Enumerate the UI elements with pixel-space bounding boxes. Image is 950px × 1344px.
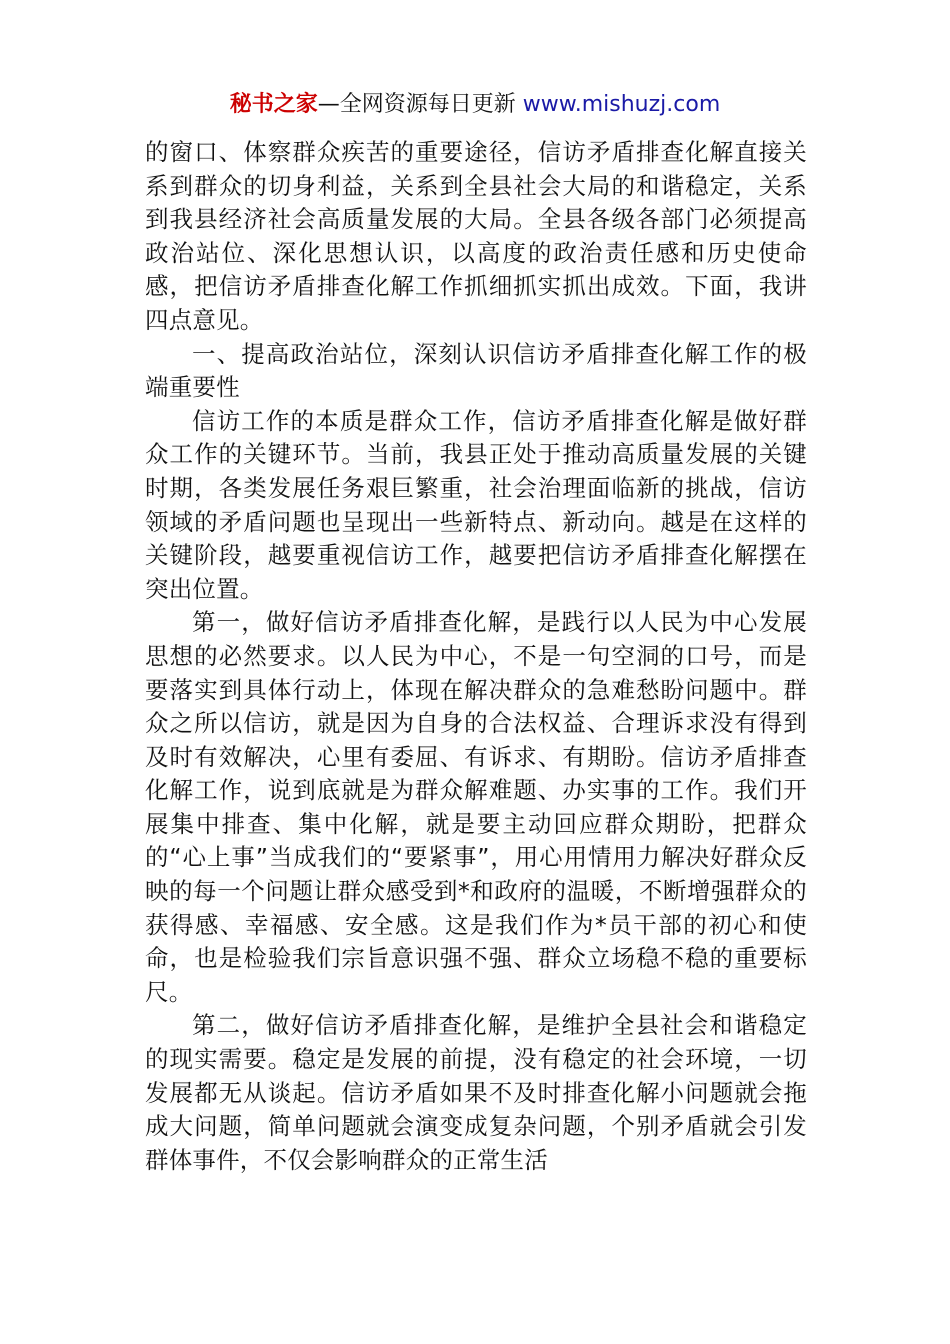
site-url[interactable]: www.mishuzj.com	[522, 92, 721, 117]
paragraph-continuation: 的窗口、体察群众疾苦的重要途径，信访矛盾排查化解直接关系到群众的切身利益，关系到全县社会大局的和谐稳定，关系到我县经济社会高质量发展的大局。全县各级各部门必须提高政治站位、深化思想认识，以高度的政治责任感和历史使命感，把信访矛盾排查化解工作抓细抓实抓出成效。下面，我讲四点意见。	[145, 138, 807, 334]
section-heading: 一、提高政治站位，深刻认识信访矛盾排查化解工作的极端重要性	[145, 339, 807, 402]
site-brand: 秘书之家	[229, 92, 318, 117]
paragraph: 信访工作的本质是群众工作，信访矛盾排查化解是做好群众工作的关键环节。当前，我县正处于推动高质量发展的关键时期，各类发展任务艰巨繁重，社会治理面临新的挑战，信访领域的矛盾问题也呈现出一些新特点、新动向。越是在这样的关键阶段，越要重视信访工作，越要把信访矛盾排查化解摆在突出位置。	[145, 406, 807, 603]
site-tagline: —全网资源每日更新	[317, 92, 516, 117]
page-header	[0, 88, 950, 122]
paragraph: 第二，做好信访矛盾排查化解，是维护全县社会和谐稳定的现实需要。稳定是发展的前提，没有稳定的社会环境，一切发展都无从谈起。信访矛盾如果不及时排查化解小问题就会拖成大问题，简单问题就会演变成复杂问题，个别矛盾就会引发群体事件，不仅会影响群众的正常生活	[145, 1011, 807, 1174]
paragraph: 第一，做好信访矛盾排查化解，是践行以人民为中心发展思想的必然要求。以人民为中心，不是一句空洞的口号，而是要落实到具体行动上，体现在解决群众的急难愁盼问题中。群众之所以信访，就是因为自身的合法权益、合理诉求没有得到及时有效解决，心里有委屈、有诉求、有期盼。信访矛盾排查化解工作，说到底就是为群众解难题、办实事的工作。我们开展集中排查、集中化解，就是要主动回应群众期盼，把群众的“心上事”当成我们的“要紧事”，用心用情用力解决好群众反映的每一个问题让群众感受到*和政府的温暖，不断增强群众的获得感、幸福感、安全感。这是我们作为*员干部的初心和使命，也是检验我们宗旨意识强不强、群众立场稳不稳的重要标尺。	[145, 608, 807, 1006]
document-body	[145, 136, 807, 1177]
